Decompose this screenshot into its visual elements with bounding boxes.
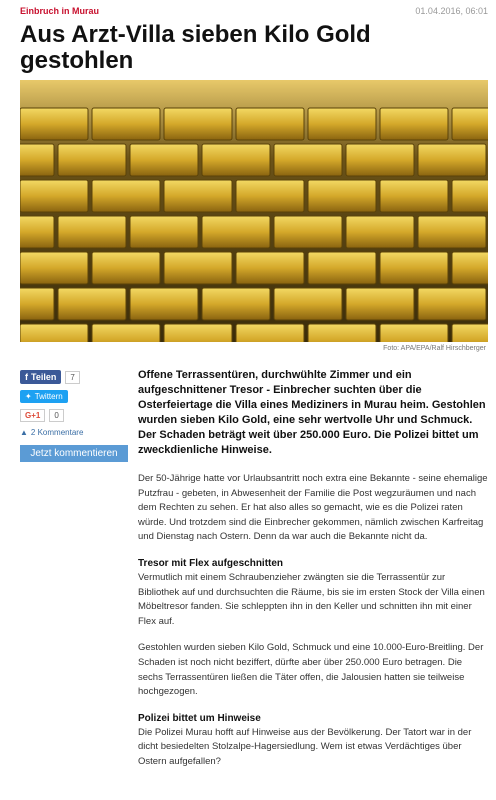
gold-bar <box>20 108 88 140</box>
hero-image <box>20 80 488 342</box>
gold-bar <box>20 144 54 176</box>
gold-bar <box>308 180 376 212</box>
gold-bar <box>58 216 126 248</box>
gold-bar <box>92 108 160 140</box>
gold-bar <box>202 144 270 176</box>
facebook-share-count: 7 <box>65 371 79 384</box>
gold-bar <box>92 180 160 212</box>
gold-bar <box>20 324 88 342</box>
kicker-link[interactable]: Einbruch in Murau <box>20 6 100 16</box>
article-paragraph: Gestohlen wurden sieben Kilo Gold, Schmuck und eine 10.000-Euro-Breitling. Der Schaden ist noch nicht beziffert, dürfte aber über 250.000 Euro betragen. Die sechs Terrassentüren ließen die Täter offen, die Jalousien hatten sie teilweise hochgezogen. <box>138 642 484 698</box>
article-lead: Offene Terrassentüren, durchwühlte Zimmer und ein aufgeschnittener Tresor - Einbrecher suchten über die Osterfeiertage die Villa eines Mediziners in Murau heim. Gestohlen wurden sieben Kilo Gold, eine sehr wertvolle Uhr und Schmuck. Der Schaden beträgt weit über 250.000 Euro. Die Polizei bittet um zweckdienliche Hinweise. <box>138 369 486 456</box>
gold-bar <box>346 288 414 320</box>
gold-bars-photo <box>20 80 488 342</box>
gold-bar <box>274 288 342 320</box>
gold-bar <box>236 324 304 342</box>
article-paragraph: Vermutlich mit einem Schraubenzieher zwängten sie die Terrassentür zur Bibliothek auf und durchsuchten die Räume, bis sie im ersten Stock der Villa einen Möbeltresor fanden. Sie schleppten ihn in den Keller und schnitten ihn mit einer Flex auf. <box>138 571 485 627</box>
gold-bar <box>20 216 54 248</box>
article-body <box>138 368 488 782</box>
twitter-share-label: Twittern <box>34 392 63 401</box>
gold-bar <box>418 144 486 176</box>
gold-bar <box>236 108 304 140</box>
gold-bar <box>164 180 232 212</box>
comment-now-button[interactable]: Jetzt kommentieren <box>20 445 128 462</box>
article-subheading: Polizei bittet um Hinweise <box>138 712 261 724</box>
facebook-share-button[interactable] <box>20 370 61 384</box>
gold-bar <box>202 288 270 320</box>
article-meta <box>20 6 488 20</box>
gold-bar <box>202 216 270 248</box>
google-plus-button[interactable]: G+1 <box>20 409 45 422</box>
article-paragraph: Die Polizei Murau hofft auf Hinweise aus der Bevölkerung. Der Tatort war in der dicht besiedelten Stolzalpe-Hagersiedlung. Wem ist etwas Verdächtiges über Ostern aufgefallen? <box>138 726 472 767</box>
gold-bar <box>58 144 126 176</box>
gold-bar <box>130 144 198 176</box>
gold-bar <box>164 252 232 284</box>
gold-bar <box>164 324 232 342</box>
article-headline: Aus Arzt-Villa sieben Kilo Gold gestohlen <box>20 21 371 74</box>
gold-bar <box>346 216 414 248</box>
gold-bar <box>452 180 488 212</box>
gold-bar <box>92 324 160 342</box>
image-caption: Foto: APA/EPA/Ralf Hirschberger <box>383 345 486 352</box>
gold-bar <box>380 252 448 284</box>
gold-bar <box>236 252 304 284</box>
gold-bar <box>274 216 342 248</box>
gold-bar <box>452 108 488 140</box>
facebook-icon: f <box>25 372 28 382</box>
gold-bar <box>20 252 88 284</box>
gold-bar <box>418 216 486 248</box>
gold-bar <box>380 324 448 342</box>
google-plus-count: 0 <box>49 409 63 422</box>
gold-bar <box>236 180 304 212</box>
gold-bar <box>380 180 448 212</box>
gold-bar <box>380 108 448 140</box>
comments-count-label: 2 Kommentare <box>30 428 84 437</box>
gold-bar <box>164 108 232 140</box>
gold-bar <box>308 108 376 140</box>
gold-bar <box>418 288 486 320</box>
gold-bar <box>130 288 198 320</box>
gold-bar <box>308 324 376 342</box>
gold-bar <box>452 252 488 284</box>
gold-bar <box>20 288 54 320</box>
gold-bar <box>274 144 342 176</box>
gold-bar <box>92 252 160 284</box>
social-sidebar <box>20 370 130 462</box>
gold-bar <box>20 180 88 212</box>
gold-bar <box>346 144 414 176</box>
comments-link[interactable] <box>20 428 130 437</box>
gold-bar <box>58 288 126 320</box>
facebook-share-label: Teilen <box>31 372 57 382</box>
gold-bar <box>308 252 376 284</box>
gold-bar <box>452 324 488 342</box>
comment-bubble-icon: ▲ <box>20 428 28 437</box>
publish-date: 01.04.2016, 06:01 <box>415 6 488 16</box>
twitter-icon: ✦ <box>25 392 32 401</box>
article-paragraph: Der 50-Jährige hatte vor Urlaubsantritt noch extra eine Bekannte - seine ehemalige Putzfrau - gebeten, in Abwesenheit der Familie die Post wegzuräumen und nach dem Rechten zu sehen. Er hat also alles so gemacht, wie es die Polizei raten würde. Und trotzdem sind die Einbrecher gekommen, nämlich zwischen Karfreitag und Dienstag nach Ostern. Denn da war auch die Bekannte nicht da. <box>138 473 488 543</box>
gold-bar <box>130 216 198 248</box>
twitter-share-button[interactable] <box>20 390 68 403</box>
article-subheading: Tresor mit Flex aufgeschnitten <box>138 557 284 569</box>
